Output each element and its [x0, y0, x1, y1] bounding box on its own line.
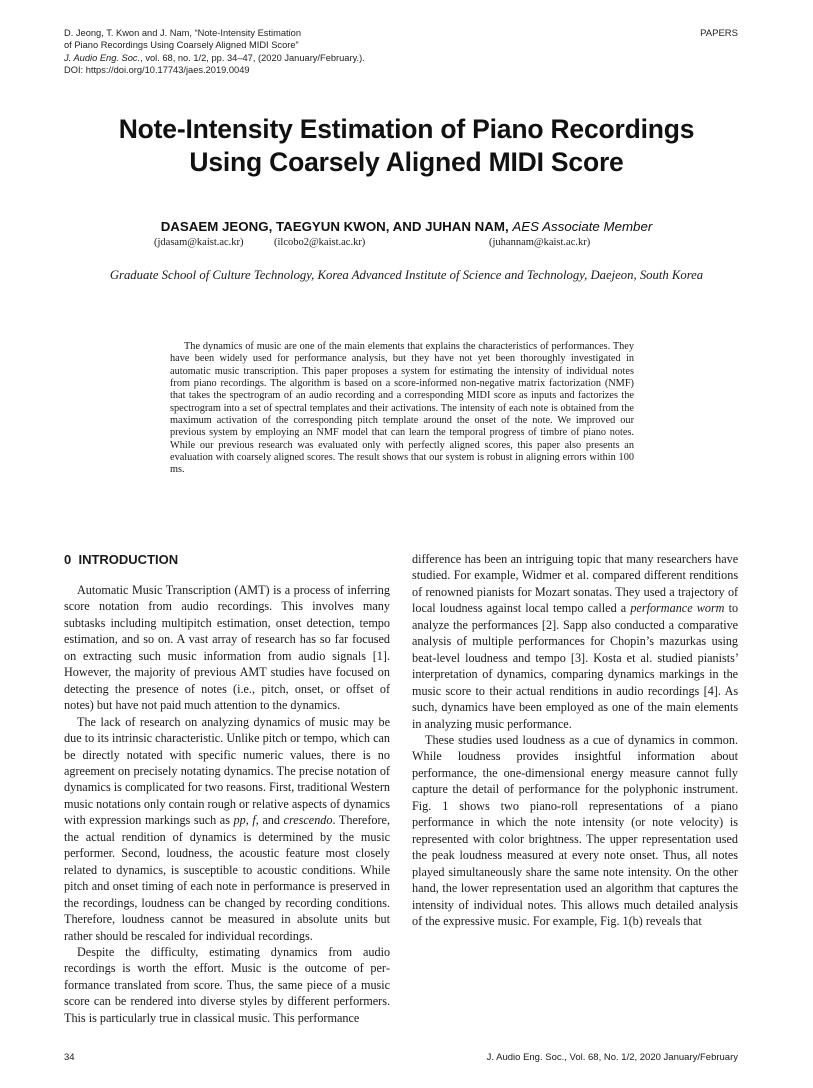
citation-doi[interactable]: DOI: https://doi.org/10.17743/jaes.2019.0049 — [64, 64, 250, 75]
author-email-1: (jdasam@kaist.ac.kr) — [154, 237, 244, 248]
paragraph-2-text-a: The lack of research on analyzing dynamics of music may be due to its intrinsic characteristic. Unlike pitch or tempo, which can be directly notated with specific numeric values, there is no agreement on precisely notating dynamics. The precise notation of dynamics is complicated for two reasons. First, traditional Western music notations only contain rough or relative aspects of dynamics with expression markings such as — [64, 714, 390, 828]
title-line-1: Note-Intensity Estimation of Piano Recordings — [118, 114, 695, 144]
term-pp: pp — [233, 813, 246, 828]
section-number: 0 — [64, 552, 72, 567]
abstract: The dynamics of music are one of the main elements that explains the characteristics of performances. They have been widely used for performance analysis, but they have not yet been thoroughly investigated in automatic music transcription. This paper proposes a system for estimating the intensity of individual notes from piano recordings. The algorithm is based on a score-informed non-negative matrix factorization (NMF) that takes the spectrogram of an audio recording and a corresponding MIDI score as inputs and factorizes the spectrogram into a set of spectral templates and their activations. The intensity of each note is obtained from the maximum activation of the corresponding pitch template around the onset of the note. We improved our previous system by employing an NMF model that can learn the temporal progress of timbre of piano notes. While our previous research was evaluated only with perfectly aligned scores, this paper also presents an evaluation with coarsely aligned scores. The result shows that our system is robust in aligning errors within 100 ms. — [170, 341, 634, 476]
separator-2: , and — [255, 813, 280, 828]
citation-line-1: D. Jeong, T. Kwon and J. Nam, “Note-Intensity Estimation — [64, 28, 302, 38]
paragraph-3-text-a: Despite the difficulty, estimating dynamics from audio recordings is worth the effort. Music is the outcome of performance translated from score. Thus, the same piece of a music score can be rendered into diverse styles by different performers. This is particularly true in classical music. This performance — [64, 944, 391, 1025]
page-number: 34 — [64, 1052, 75, 1063]
citation-volume: , vol. 68, no. 1/2, pp. 34–47, (2020 January/February.). — [140, 52, 365, 63]
author-email-2: (ilcobo2@kaist.ac.kr) — [274, 237, 366, 248]
separator-1: , — [245, 813, 249, 828]
term-f: f — [252, 813, 256, 828]
citation-block — [64, 27, 484, 76]
term-performance-worm-continued: performance worm — [630, 601, 725, 616]
right-column — [412, 551, 738, 929]
paragraph-4: These studies used loudness as a cue of dynamics in common. While loudness provides insightful information about performance, the one-dimensional energy measure cannot fully capture the detail of performance for the polyphonic instrument. Fig. 1 shows two piano-roll representations of a piano performance in which the note intensity (or note velocity) is represented with color brightness. The upper representation used the peak loudness measured at every note onset. Thus, all notes played simultaneously share the same note intensity. On the other hand, the lower representation used an algorithm that captures the intensity of individual notes. This allows much detailed analysis of the expressive music. For example, Fig. 1(b) reveals that — [412, 732, 738, 928]
left-column — [64, 582, 390, 1026]
section-label: PAPERS — [700, 28, 738, 39]
author-membership: AES Associate Member — [512, 219, 653, 234]
author-line — [40, 219, 773, 234]
author-names: DASAEM JEONG, TAEGYUN KWON, AND JUHAN NAM, — [160, 219, 509, 234]
title-line-2: Using Coarsely Aligned MIDI Score — [189, 147, 624, 177]
citation-line-3 — [64, 52, 484, 64]
paragraph-2-text-b: . Therefore, the actual rendition of dynamics is determined by the music performer. Second, loudness, the acoustic feature most closely related to dynamics, is susceptible to acoustic conditions. While pitch and onset timing of each note in performance is preserved in the recordings, loudness can be changed by recording conditions. Therefore, loudness cannot be measured in absolute units but rather should be rescaled for individual recordings. — [64, 813, 390, 943]
term-crescendo: crescendo — [283, 813, 333, 828]
paragraph-1: Automatic Music Transcription (AMT) is a process of inferring score notation from audio recordings. This involves many subtasks including multipitch estimation, onset detection, tempo estimation, and so on. A vast array of research has so far focused on extracting such music information from audio signals [1]. However, the majority of previous AMT studies have focused on detecting the presence of notes (i.e., pitch, onset, or offset of notes) but have not paid much attention to the dynamics. — [64, 583, 390, 713]
citation-journal: J. Audio Eng. Soc. — [64, 52, 141, 63]
section-title: INTRODUCTION — [78, 552, 179, 567]
footer-journal-info: J. Audio Eng. Soc., Vol. 68, No. 1/2, 2020 January/February — [486, 1052, 738, 1063]
paragraph-3-continued: difference has been an intriguing topic that many researchers have studied. For example, Widmer et al. compared different renditions of renowned pianists for Mozart sonatas. They used a trajectory of local loudness against local tempo called a performance worm to analyze the performances [2]. Sapp also conducted a comparative analysis of multiple performances for Chopin’s mazurkas using beat-level loudness and tempo [3]. Kosta et al. studied pianists’ interpretation of dynamics, comparing dynamics markings in the music score to their actual renditions in audio recordings [4]. As such, dynamics have been employed as one of the main elements in analyzing music performance. — [412, 552, 739, 731]
citation-line-2: of Piano Recordings Using Coarsely Aligned MIDI Score” — [64, 40, 299, 51]
author-email-3: (juhannam@kaist.ac.kr) — [489, 237, 591, 248]
paragraph-2 — [64, 714, 390, 944]
paper-title — [40, 113, 773, 179]
paragraph-3 — [64, 944, 390, 1026]
section-heading — [64, 552, 178, 567]
affiliation: Graduate School of Culture Technology, Korea Advanced Institute of Science and Technology, Daejeon, South Korea — [109, 268, 704, 282]
